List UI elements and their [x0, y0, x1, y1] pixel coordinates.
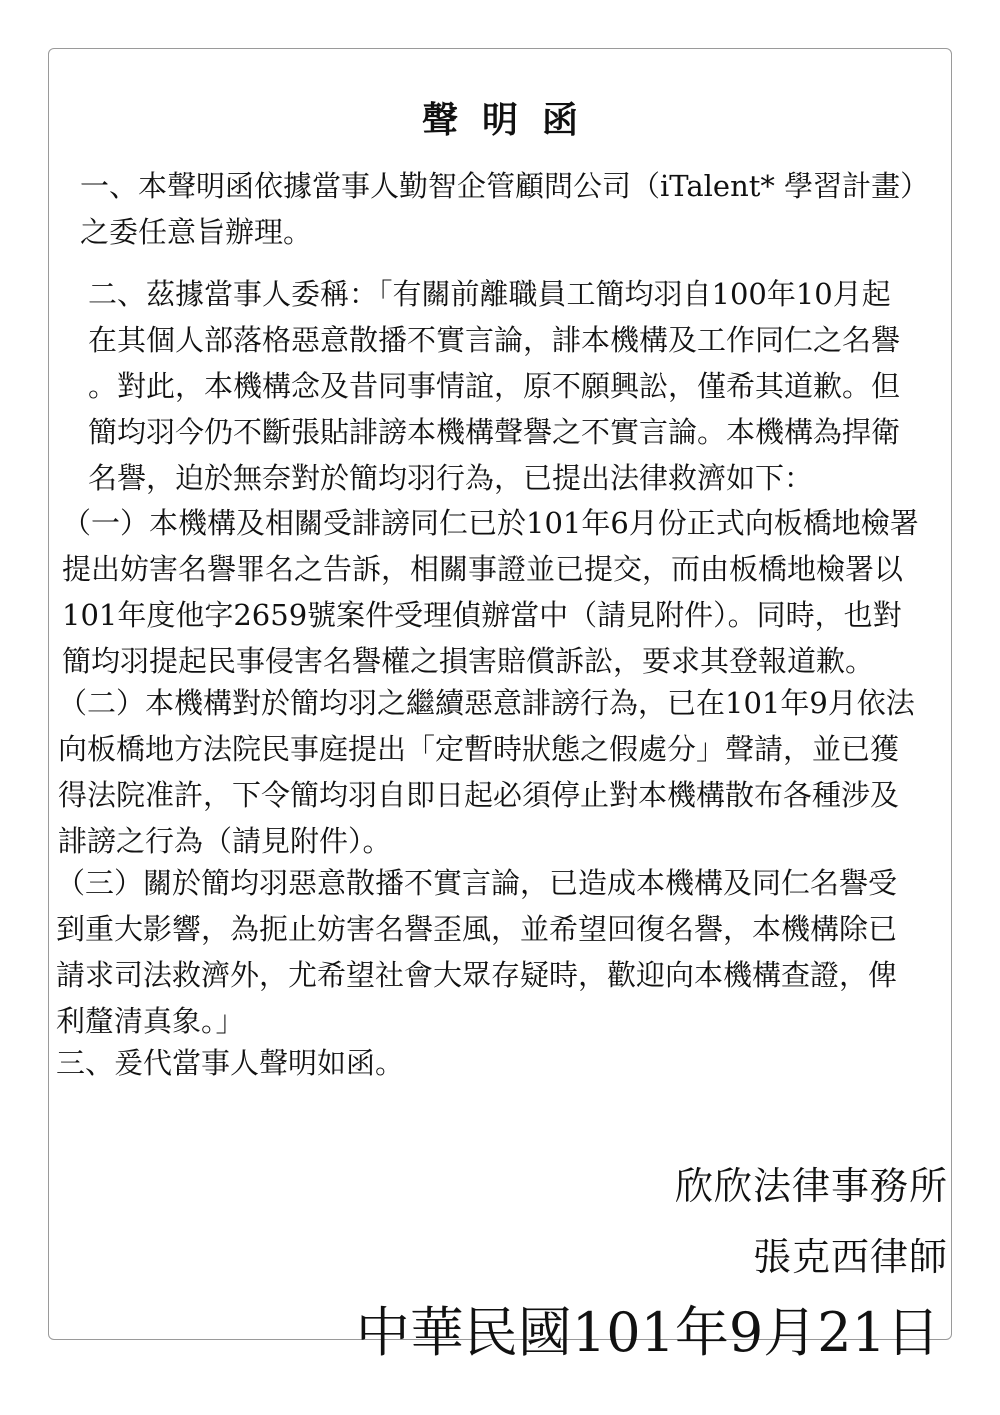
paragraph-2 — [88, 271, 900, 501]
paragraph-5-line: 到重大影響，為扼止妨害名譽歪風，並希望回復名譽，本機構除已 — [56, 912, 898, 946]
paragraph-3 — [62, 500, 919, 684]
paragraph-2-line: 簡均羽今仍不斷張貼誹謗本機構聲譽之不實言論。本機構為捍衛 — [88, 415, 901, 449]
paragraph-1-line: 一、本聲明函依據當事人勤智企管顧問公司（iTalent* 學習計畫） — [80, 169, 930, 203]
paragraph-1-line: 之委任意旨辦理。 — [80, 215, 313, 249]
signature-date: 中華民國101年9月21日 — [355, 1301, 940, 1364]
signature-firm: 欣欣法律事務所 — [674, 1164, 948, 1208]
paragraph-6-line: 三、爰代當事人聲明如函。 — [56, 1046, 405, 1080]
paragraph-5-line: （三）關於簡均羽惡意散播不實言論，已造成本機構及同仁名譽受 — [56, 866, 898, 900]
paragraph-2-line: 在其個人部落格惡意散播不實言論，誹本機構及工作同仁之名譽 — [88, 323, 901, 357]
paragraph-4-line: 誹謗之行為（請見附件）。 — [58, 824, 392, 858]
paragraph-5-line: 利釐清真象。」 — [56, 1004, 245, 1038]
paragraph-1 — [80, 163, 929, 255]
paragraph-3-line: 提出妨害名譽罪名之告訴，相關事證並已提交，而由板橋地檢署以 — [62, 552, 904, 586]
paragraph-2-line: 名譽，迫於無奈對於簡均羽行為，已提出法律救濟如下： — [88, 461, 814, 495]
paragraph-3-line: （一）本機構及相關受誹謗同仁已於101年6月份正式向板橋地檢署 — [62, 506, 919, 540]
paragraph-2-line: 。對此，本機構念及昔同事情誼，原不願興訟，僅希其道歉。但 — [88, 369, 901, 403]
paragraph-4-line: （二）本機構對於簡均羽之繼續惡意誹謗行為，已在101年9月依法 — [58, 686, 915, 720]
paragraph-3-line: 簡均羽提起民事侵害名譽權之損害賠償訴訟，要求其登報道歉。 — [62, 644, 875, 678]
paragraph-4-line: 向板橋地方法院民事庭提出「定暫時狀態之假處分」聲請，並已獲 — [58, 732, 900, 766]
paragraph-4 — [58, 680, 915, 864]
paragraph-4-line: 得法院准許，下令簡均羽自即日起必須停止對本機構散布各種涉及 — [58, 778, 900, 812]
paragraph-5-line: 請求司法救濟外，尤希望社會大眾存疑時，歡迎向本機構查證，俾 — [56, 958, 898, 992]
paragraph-5 — [56, 860, 897, 1044]
paragraph-6 — [56, 1040, 404, 1086]
paragraph-2-line: 二、茲據當事人委稱：「有關前離職員工簡均羽自100年10月起 — [88, 277, 891, 311]
paragraph-3-line: 101年度他字2659號案件受理偵辦當中（請見附件）。同時，也對 — [62, 598, 902, 632]
signature-lawyer: 張克西律師 — [752, 1235, 948, 1279]
document-title: 聲明函 — [421, 99, 602, 141]
